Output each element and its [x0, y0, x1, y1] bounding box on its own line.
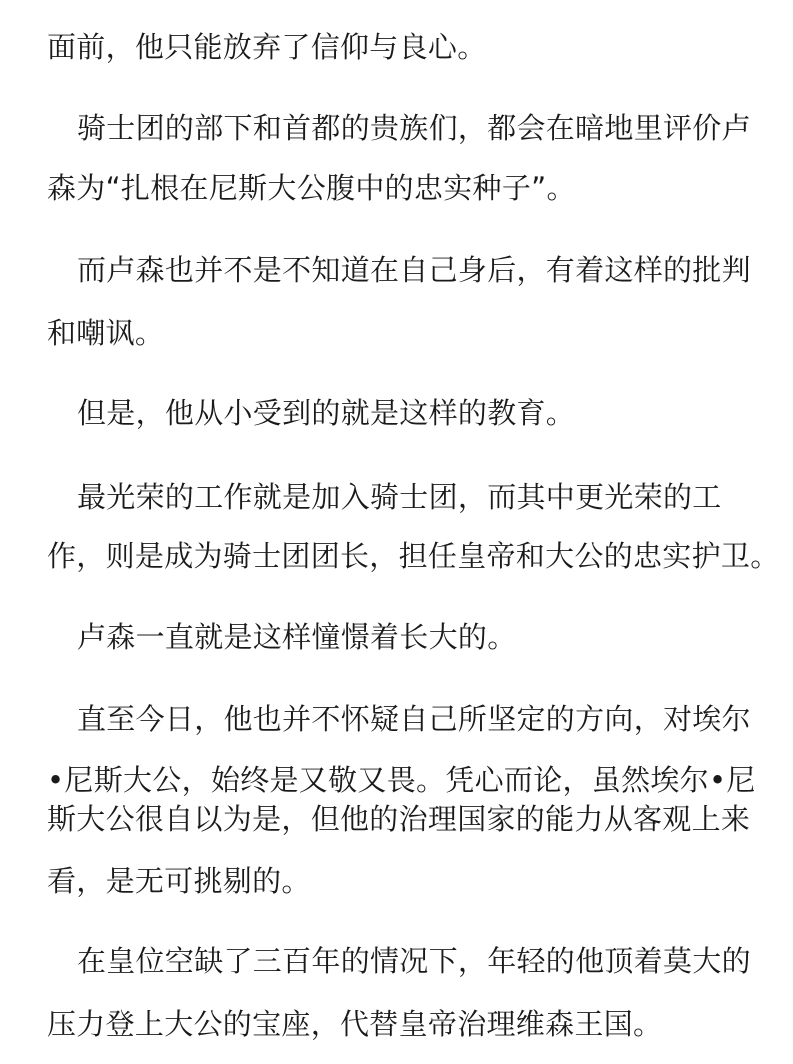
paragraph-2-line-1: 骑士团的部下和首都的贵族们，都会在暗地里评价卢: [77, 111, 751, 145]
paragraph-7-line-4: 看，是无可挑剔的。: [47, 864, 311, 898]
paragraph-8-line-1: 在皇位空缺了三百年的情况下，年轻的他顶着莫大的: [77, 944, 751, 978]
paragraph-5-line-1: 最光荣的工作就是加入骑士团，而其中更光荣的工: [77, 480, 722, 514]
paragraph-3-line-1: 而卢森也并不是不知道在自己身后，有着这样的批判: [77, 253, 751, 287]
paragraph-8-line-2: 压力登上大公的宝座，代替皇帝治理维森王国。: [47, 1007, 663, 1041]
paragraph-2-line-2: 森为“扎根在尼斯大公腹中的忠实种子”。: [47, 171, 576, 205]
paragraph-5-line-2: 作，则是成为骑士团团长，担任皇帝和大公的忠实护卫。: [47, 539, 780, 573]
paragraph-6-line-1: 卢森一直就是这样憧憬着长大的。: [77, 620, 517, 654]
paragraph-7-line-3: 斯大公很自以为是，但他的治理国家的能力从客观上来: [47, 802, 751, 836]
paragraph-7-line-2: •尼斯大公，始终是又敬又畏。凭心而论，虽然埃尔•尼: [47, 763, 756, 797]
paragraph-3-line-2: 和嘲讽。: [47, 316, 165, 350]
paragraph-7-line-1: 直至今日，他也并不怀疑自己所坚定的方向，对埃尔: [77, 702, 751, 736]
paragraph-4-line-1: 但是，他从小受到的就是这样的教育。: [77, 396, 576, 430]
paragraph-1-line-1: 面前，他只能放弃了信仰与良心。: [47, 30, 487, 64]
